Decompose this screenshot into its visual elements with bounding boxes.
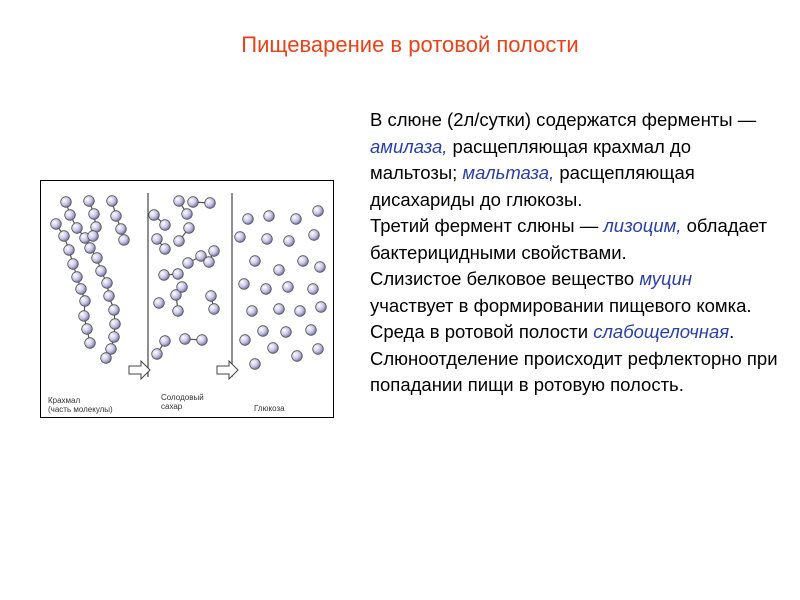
paragraph-mucin: Слизистое белковое вещество муцин участвует в формировании пищевого комка. Среда в ротовой полости слабощелочная. [370,268,752,342]
molecule-ball [209,304,220,315]
molecule-ball [295,306,306,317]
molecule-ball [315,262,326,273]
molecule-ball [92,253,103,264]
molecule-ball [116,224,127,235]
term-lysozyme: лизоцим, [603,215,682,236]
molecule-ball [306,325,317,336]
molecule-ball [102,278,113,289]
molecule-ball [119,235,130,246]
molecule-ball [180,334,191,345]
molecule-ball [268,343,279,354]
molecule-ball [250,359,261,370]
molecule-ball [104,291,115,302]
molecule-ball [68,259,79,270]
molecule-ball [152,349,163,360]
molecule-ball [243,214,254,225]
paragraph-salivation: Слюноотделение происходит рефлекторно при попадании пищи в ротовую полость. [370,347,778,395]
molecule-ball [247,306,258,317]
molecule-ball [107,196,118,207]
molecule-ball [110,319,121,330]
slide-title: Пищеварение в ротовой полости [241,32,579,57]
molecule-ball [174,196,185,207]
molecule-ball [51,219,62,230]
molecule-ball [262,234,273,245]
caption-maltose-1: Солодовый [161,393,204,402]
caption-maltose-2: сахар [161,402,183,411]
molecule-ball [239,279,250,290]
molecule-ball [188,197,199,208]
molecule-ball [309,230,320,241]
arrow-icon-2 [217,361,238,379]
molecule-ball [72,272,83,283]
molecule-ball [160,220,171,231]
arrow-icon-1 [129,361,150,379]
molecule-ball [258,326,269,337]
molecule-ball [82,324,93,335]
molecule-ball [240,335,251,346]
molecule-ball [173,269,184,280]
molecule-ball [61,197,72,208]
molecule-ball [159,270,170,281]
molecule-ball [109,305,120,316]
molecule-ball [177,282,188,293]
molecule-ball [197,335,208,346]
molecule-ball [76,284,87,295]
molecule-ball [80,296,91,307]
term-maltase: мальтаза, [462,162,555,183]
term-alkaline: слабощелочная [593,321,730,342]
molecule-ball [308,284,319,295]
molecule-ball [204,257,215,268]
molecule-ball [182,209,193,220]
molecule-ball [205,198,216,209]
molecule-ball [235,232,246,243]
molecule-ball [284,236,295,247]
molecule-ball [264,211,275,222]
molecule-ball [292,351,303,362]
digestion-illustration [40,180,334,418]
molecule-ball [59,231,70,242]
molecule-ball [72,223,83,234]
body-text [370,107,780,399]
molecule-ball [281,327,292,338]
molecule-ball [85,243,96,254]
molecule-ball [261,284,272,295]
molecule-ball [298,256,309,267]
caption-starch-2: (часть молекулы) [48,405,113,414]
molecule-ball [89,209,100,220]
molecule-ball [88,231,99,242]
molecule-ball [154,298,165,309]
molecule-ball [316,302,327,313]
molecule-ball [184,223,195,234]
paragraph-lysozyme: Третий фермент слюны — лизоцим, обладает бактерицидными свойствами. [370,215,767,263]
molecule-ball [101,353,112,364]
molecule-ball [313,344,324,355]
molecule-ball [209,246,220,257]
molecule-ball [283,282,294,293]
term-amylase: амилаза, [370,135,448,157]
molecule-ball [65,210,76,221]
molecule-ball [85,338,96,349]
molecule-ball [64,245,75,256]
molecule-diagram [41,181,333,417]
molecule-ball [206,291,217,302]
molecule-ball [109,332,120,343]
molecule-ball [291,214,302,225]
term-mucin: муцин [639,268,693,289]
molecule-ball [149,210,160,221]
molecule-ball [250,256,261,267]
molecule-ball [160,244,171,255]
molecule-ball [274,304,285,315]
molecule-ball [79,311,90,322]
molecule-ball [160,336,171,347]
molecule-ball [274,265,285,276]
caption-starch-1: Крахмал [48,396,81,405]
molecule-ball [174,236,185,247]
molecule-ball [313,206,324,217]
molecule-ball [152,234,163,245]
molecule-ball [111,211,122,222]
paragraph-enzymes: В слюне (2л/сутки) содержатся ферменты — амилаза, расщепляющая крахмал до мальтозы; мальтаза, расщепляющая дисахариды до глюкозы. [370,109,757,210]
molecule-ball [183,258,194,269]
caption-glucose: Глюкоза [254,404,285,413]
molecule-ball [84,196,95,207]
molecule-ball [173,306,184,317]
molecule-ball [96,266,107,277]
